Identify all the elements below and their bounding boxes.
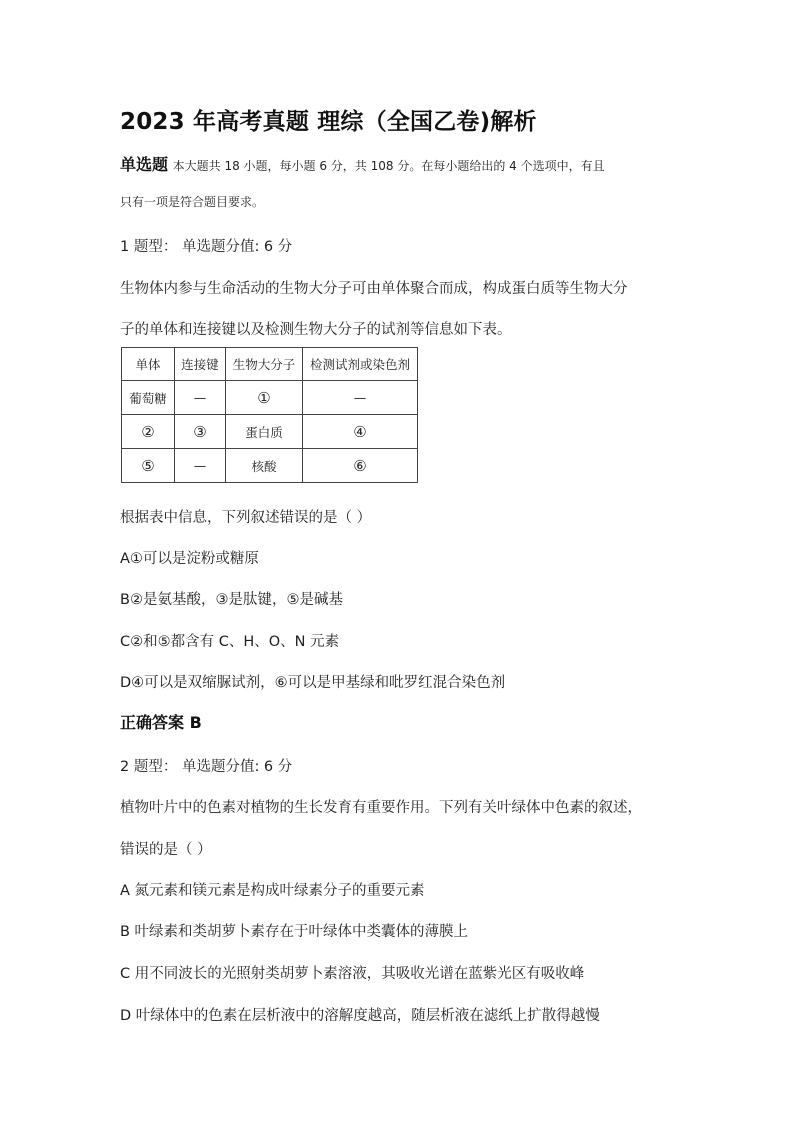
q1-info-table — [121, 347, 418, 483]
table-header-cell: 生物大分子 — [226, 348, 303, 381]
table-cell: ⑤ — [122, 449, 175, 483]
q1-option-b: B②是氨基酸，③是肽键，⑤是碱基 — [120, 592, 343, 608]
table-cell: ② — [122, 415, 175, 449]
section-description-2: 只有一项是符合题目要求。 — [120, 195, 265, 209]
q2-header: 2 题型： 单选题分值: 6 分 — [120, 759, 293, 775]
table-cell: ⑥ — [303, 449, 418, 483]
table-header-cell: 检测试剂或染色剂 — [303, 348, 418, 381]
table-cell: 核酸 — [226, 449, 303, 483]
table-cell: — — [175, 381, 226, 415]
q1-option-c: C②和⑤都含有 C、H、O、N 元素 — [120, 634, 340, 650]
table-header-row — [122, 348, 418, 381]
q2-stem-line-1: 植物叶片中的色素对植物的生长发育有重要作用。下列有关叶绿体中色素的叙述， — [120, 800, 642, 816]
page-title: 2023 年高考真题 理综（全国乙卷)解析 — [120, 109, 537, 135]
q2-option-b: B 叶绿素和类胡萝卜素存在于叶绿体中类囊体的薄膜上 — [120, 924, 469, 940]
table-cell: ③ — [175, 415, 226, 449]
table-row — [122, 415, 418, 449]
section-description-1: 本大题共 18 小题，每小题 6 分，共 108 分。在每小题给出的 4 个选项中，有且 — [172, 159, 605, 173]
table-cell: — — [175, 449, 226, 483]
q2-option-c: C 用不同波长的光照射类胡萝卜素溶液，其吸收光谱在蓝紫光区有吸收峰 — [120, 966, 585, 982]
q2-stem-line-2: 错误的是（ ） — [120, 842, 212, 858]
table-cell: — — [303, 381, 418, 415]
q1-option-a: A①可以是淀粉或糖原 — [120, 551, 259, 567]
table-cell: ① — [226, 381, 303, 415]
q1-stem-line-2: 子的单体和连接键以及检测生物大分子的试剂等信息如下表。 — [120, 322, 512, 338]
table-row — [122, 381, 418, 415]
section-intro-line-1 — [120, 152, 605, 175]
table-header-cell: 连接键 — [175, 348, 226, 381]
q1-question: 根据表中信息，下列叙述错误的是（ ） — [120, 510, 372, 526]
table-header-cell: 单体 — [122, 348, 175, 381]
q1-answer: 正确答案 B — [120, 713, 202, 732]
table-cell: 蛋白质 — [226, 415, 303, 449]
q1-option-d: D④可以是双缩脲试剂，⑥可以是甲基绿和吡罗红混合染色剂 — [120, 675, 506, 691]
q2-option-d: D 叶绿体中的色素在层析液中的溶解度越高，随层析液在滤纸上扩散得越慢 — [120, 1008, 600, 1024]
section-label: 单选题 — [120, 155, 169, 174]
q1-header: 1 题型： 单选题分值: 6 分 — [120, 239, 293, 255]
table-cell: 葡萄糖 — [122, 381, 175, 415]
q1-stem-line-1: 生物体内参与生命活动的生物大分子可由单体聚合而成，构成蛋白质等生物大分 — [120, 281, 628, 297]
table-cell: ④ — [303, 415, 418, 449]
q2-option-a: A 氮元素和镁元素是构成叶绿素分子的重要元素 — [120, 883, 425, 899]
table-row — [122, 449, 418, 483]
